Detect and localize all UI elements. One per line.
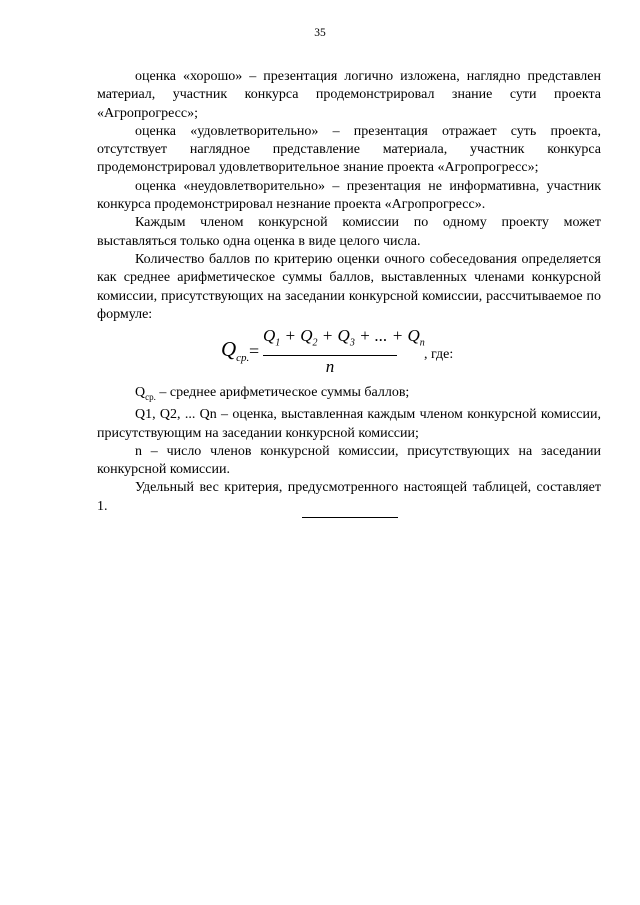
formula-numerator: $Q_1 + Q_2 + Q_3$ + ... + $Q_n$ [263, 327, 397, 356]
single-score-rule-paragraph: Каждым членом конкурсной комиссии по одному проекту может выставляться только одна оценка в виде целого числа. [97, 215, 601, 249]
grade-good-paragraph: оценка «хорошо» – презентация логично изложена, наглядно представлен материал, участник конкурса продемонстрировал знание сути проекта «Агропрогресс»; [97, 69, 601, 121]
criterion-weight-paragraph: Удельный вес критерия, предусмотренного настоящей таблицей, составляет 1. [97, 480, 601, 514]
qsr-definition: $Q_{ср.}$ – среднее арифметическое суммы баллов; [135, 385, 410, 402]
document-body [97, 68, 601, 516]
formula-equals: = [249, 341, 260, 362]
q-list-definition: Q1, Q2, ... Qn – оценка, выставленная каждым членом конкурсной комиссии, присутствующим на заседании конкурсной комиссии; [97, 407, 601, 441]
n-definition: n – число членов конкурсной комиссии, присутствующих на заседании конкурсной комиссии. [97, 443, 601, 478]
formula-lhs: $Q_{ср.}$ [221, 337, 250, 365]
score-calculation-paragraph: Количество баллов по критерию оценки очного собеседования определяется как среднее арифметическое суммы баллов, выставленных членами конкурсной комиссии, присутствующих на заседании конкурсной комиссии, рассчитываемое по формуле: [97, 251, 601, 322]
formula-where-label: , где: [424, 347, 454, 363]
grade-unsatisfactory-paragraph: оценка «неудовлетворительно» – презентация не информативна, участник конкурса продемонстрировал незнание проекта «Агропрогресс». [97, 178, 601, 213]
page-number: 35 [314, 27, 326, 39]
end-divider-line [302, 517, 398, 518]
average-score-formula [97, 327, 601, 379]
formula-fraction [263, 326, 425, 376]
grade-satisfactory-paragraph: оценка «удовлетворительно» – презентация отражает суть проекта, отсутствует наглядное представление материала, участник конкурса продемонстрировал удовлетворительное знание проекта «Агропрогресс»; [97, 123, 601, 176]
formula-denominator: n [325, 356, 335, 376]
